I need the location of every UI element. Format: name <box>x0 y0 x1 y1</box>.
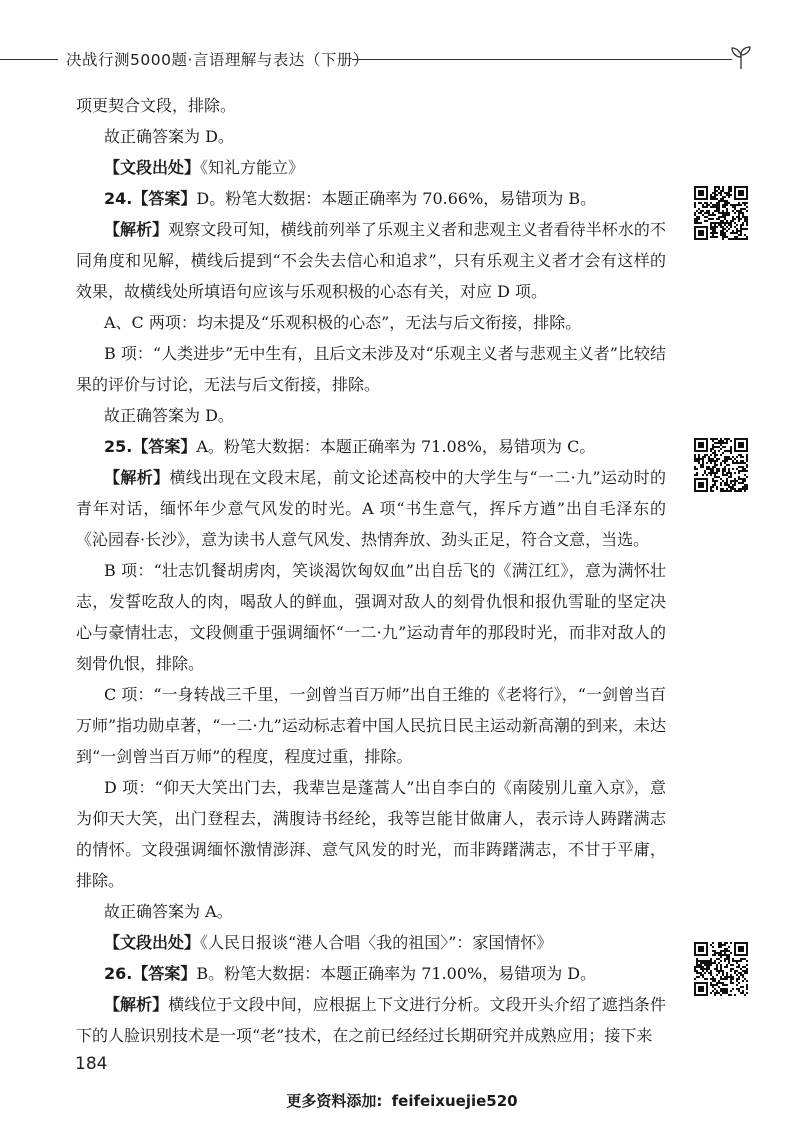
paragraph <box>76 307 666 338</box>
paragraph <box>76 772 666 896</box>
section-tag: 【解析】 <box>104 220 169 239</box>
paragraph <box>76 121 666 152</box>
paragraph-text: D。粉笔大数据：本题正确率为 70.66%，易错项为 B。 <box>196 189 597 208</box>
sprout-icon <box>728 44 754 70</box>
section-tag: 【解析】 <box>104 468 170 487</box>
header-rule-left <box>0 59 58 60</box>
paragraph <box>76 431 666 462</box>
section-tag: 24.【答案】 <box>104 189 197 208</box>
footer-label: 更多资料添加: <box>286 1092 383 1110</box>
paragraph-text: C 项：“一身转战三千里，一剑曾当百万师”出自王维的《老将行》，“一剑曾当百万师”指功勋卓著，“一二·九”运动标志着中国人民抗日民主运动新高潮的到来，未达到“一剑曾当百万师”的程度，程度过重，排除。 <box>76 685 666 766</box>
book-title: 决战行测5000题·言语理解与表达（下册） <box>66 51 369 69</box>
paragraph-text: 项更契合文段，排除。 <box>76 96 237 115</box>
paragraph-text: 故正确答案为 A。 <box>104 902 233 921</box>
paragraph <box>76 555 666 679</box>
header-rule-right <box>352 59 732 60</box>
footer-contact: feifeixuejie520 <box>391 1092 518 1110</box>
paragraph-text: 故正确答案为 D。 <box>104 406 234 425</box>
paragraph <box>76 958 666 989</box>
paragraph <box>76 90 666 121</box>
running-header <box>0 44 800 74</box>
section-tag: 26.【答案】 <box>104 964 197 983</box>
paragraph-text: 故正确答案为 D。 <box>104 127 234 146</box>
paragraph <box>76 679 666 772</box>
paragraph <box>76 927 666 958</box>
paragraph <box>76 989 666 1051</box>
qr-code-icon[interactable] <box>694 942 748 996</box>
section-tag: 【文段出处】 <box>104 933 201 952</box>
paragraph <box>76 183 666 214</box>
paragraph <box>76 400 666 431</box>
paragraph-text: A。粉笔大数据：本题正确率为 71.08%，易错项为 C。 <box>196 437 596 456</box>
page-body <box>76 90 666 1051</box>
paragraph-text: 横线位于文段中间，应根据上下文进行分析。文段开头介绍了遮挡条件下的人脸识别技术是一项“老”技术，在之前已经经过长期研究并成熟应用；接下来 <box>76 995 666 1045</box>
paragraph-text: D 项：“仰天大笑出门去，我辈岂是蓬蒿人”出自李白的《南陵别儿童入京》，意为仰天大笑，出门登程去，满腹诗书经纶，我等岂能甘做庸人，表示诗人踌躇满志的情怀。文段强调缅怀激情澎湃、意气风发的时光，而非踌躇满志，不甘于平庸，排除。 <box>76 778 666 890</box>
section-tag: 【文段出处】 <box>104 158 201 177</box>
footer-promo <box>0 1090 800 1111</box>
paragraph <box>76 214 666 307</box>
page-number: 184 <box>75 1054 108 1074</box>
paragraph <box>76 896 666 927</box>
paragraph <box>76 152 666 183</box>
qr-code-icon[interactable] <box>694 438 748 492</box>
qr-code-icon[interactable] <box>694 186 748 240</box>
paragraph-text: 横线出现在文段末尾，前文论述高校中的大学生与“一二·九”运动时的青年对话，缅怀年少意气风发的时光。A 项“书生意气，挥斥方遒”出自毛泽东的《沁园春·长沙》，意为读书人意气风发、热情奔放、劲头正足，符合文意，当选。 <box>76 468 666 549</box>
section-tag: 25.【答案】 <box>104 437 197 456</box>
paragraph-text: 《人民日报谈“港人合唱〈我的祖国〉”：家国情怀》 <box>200 933 553 952</box>
paragraph-text: B 项：“壮志饥餐胡虏肉，笑谈渴饮匈奴血”出自岳飞的《满江红》，意为满怀壮志，发誓吃敌人的肉，喝敌人的鲜血，强调对敌人的刻骨仇恨和报仇雪耻的坚定决心与豪情壮志，文段侧重于强调缅怀“一二·九”运动青年的那段时光，而非对敌人的刻骨仇恨，排除。 <box>76 561 666 673</box>
paragraph-text: 《知礼方能立》 <box>200 158 305 177</box>
paragraph-text: 观察文段可知，横线前列举了乐观主义者和悲观主义者看待半杯水的不同角度和见解，横线后提到“不会失去信心和追求”，只有乐观主义者才会有这样的效果，故横线处所填语句应该与乐观积极的心态有关，对应 D 项。 <box>76 220 666 301</box>
paragraph <box>76 338 666 400</box>
paragraph <box>76 462 666 555</box>
paragraph-text: B 项：“人类进步”无中生有，且后文未涉及对“乐观主义者与悲观主义者”比较结果的评价与讨论，无法与后文衔接，排除。 <box>76 344 666 394</box>
section-tag: 【解析】 <box>104 995 169 1014</box>
paragraph-text: A、C 两项：均未提及“乐观积极的心态”，无法与后文衔接，排除。 <box>104 313 582 332</box>
paragraph-text: B。粉笔大数据：本题正确率为 71.00%，易错项为 D。 <box>196 964 597 983</box>
